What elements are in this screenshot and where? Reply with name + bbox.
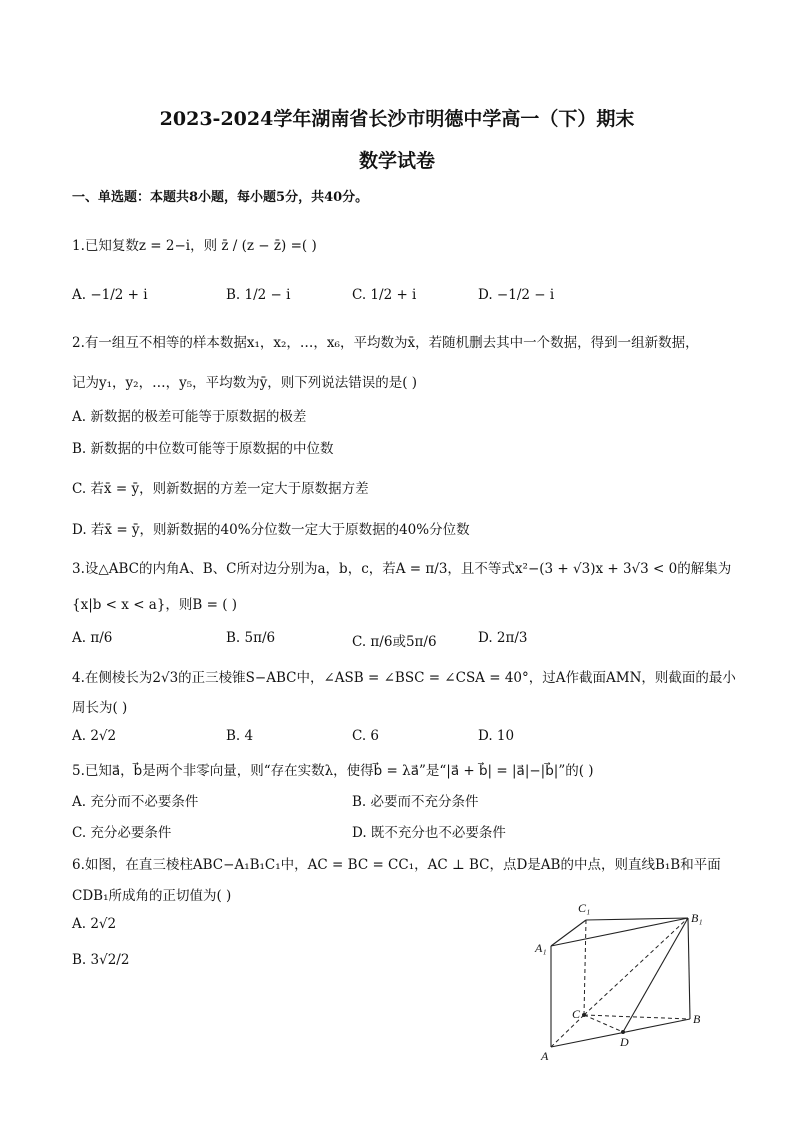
question-5-option-c: C. 充分必要条件 (72, 825, 172, 841)
section-heading: 一、单选题：本题共8小题，每小题5分，共40分。 (72, 190, 369, 205)
question-5-option-d: D. 既不充分也不必要条件 (352, 825, 506, 841)
question-3-option-a: A. π/6 (72, 630, 113, 646)
question-5-stem: 5.已知a⃗，b⃗是两个非零向量，则“存在实数λ，使得b⃗ = λa⃗”是“|a⃗ + b⃗| = |a⃗|−|b⃗|”的( ) (72, 763, 594, 779)
question-3-option-b: B. 5π/6 (226, 630, 276, 646)
question-2-option-d: D. 若x̄ = ȳ，则新数据的40%分位数一定大于原数据的40%分位数 (72, 522, 470, 538)
label-c: C (572, 1007, 581, 1021)
edge-a1-b1 (551, 918, 688, 946)
question-1-option-a: A. −1/2 + i (72, 287, 148, 303)
question-3-stem-line-2: {x|b < x < a}，则B = ( ) (72, 597, 238, 613)
edge-c-d (584, 1015, 623, 1032)
prism-figure (530, 895, 720, 1070)
question-2-option-a: A. 新数据的极差可能等于原数据的极差 (72, 409, 307, 425)
question-3-option-c: C. π/6或5π/6 (352, 634, 437, 650)
question-4-option-b: B. 4 (226, 728, 254, 744)
edge-b1-d (623, 918, 688, 1032)
point-c (582, 1013, 586, 1017)
question-4-option-a: A. 2√2 (72, 728, 117, 744)
question-4-stem-line-2: 周长为( ) (72, 700, 128, 716)
question-1-option-c: C. 1/2 + i (352, 287, 417, 303)
question-4-option-d: D. 10 (478, 728, 515, 744)
question-6-stem-line-1: 6.如图，在直三棱柱ABC−A₁B₁C₁中，AC = BC = CC₁，AC ⊥ BC，点D是AB的中点，则直线B₁B和平面 (72, 857, 721, 873)
question-3-option-d: D. 2π/3 (478, 630, 528, 646)
label-a: A (541, 1049, 549, 1063)
point-d (621, 1030, 625, 1034)
question-2-stem-line-2: 记为y₁，y₂，…，y₅，平均数为ȳ，则下列说法错误的是( ) (72, 375, 418, 391)
question-5-option-a: A. 充分而不必要条件 (72, 794, 199, 810)
label-c1: C₁ (578, 901, 591, 915)
question-6-option-a: A. 2√2 (72, 916, 117, 932)
question-6-stem-line-2: CDB₁所成角的正切值为( ) (72, 888, 232, 904)
question-2-option-c: C. 若x̄ = ȳ，则新数据的方差一定大于原数据方差 (72, 481, 369, 497)
label-b1: B₁ (691, 911, 703, 925)
edge-c-b1 (584, 918, 688, 1015)
question-6-option-b: B. 3√2/2 (72, 952, 130, 968)
edge-c1-b1 (586, 918, 688, 920)
question-3-stem-line-1: 3.设△ABC的内角A、B、C所对边分别为a，b，c，若A = π/3，且不等式x²−(3 + √3)x + 3√3 < 0的解集为 (72, 561, 732, 577)
question-1-stem: 1.已知复数z = 2−i，则 z̄ / (z − z̄) =( ) (72, 238, 317, 254)
paper-subtitle: 数学试卷 (358, 150, 435, 172)
edge-c-b (584, 1015, 690, 1019)
question-5-option-b: B. 必要而不充分条件 (352, 794, 479, 810)
question-4-stem-line-1: 4.在侧棱长为2√3的正三棱锥S−ABC中，∠ASB = ∠BSC = ∠CSA = 40°，过A作截面AMN，则截面的最小 (72, 670, 736, 686)
question-1-option-d: D. −1/2 − i (478, 287, 555, 303)
question-4-option-c: C. 6 (352, 728, 380, 744)
question-2-stem-line-1: 2.有一组互不相等的样本数据x₁，x₂，…，x₆，平均数为x̄，若随机删去其中一个数据，得到一组新数据， (72, 335, 699, 351)
edge-b1-b (688, 918, 690, 1019)
edge-c1-c (584, 920, 586, 1015)
question-1-option-b: B. 1/2 − i (226, 287, 291, 303)
label-b: B (693, 1012, 701, 1026)
label-a1: A₁ (535, 941, 547, 955)
label-d: D (620, 1035, 629, 1049)
paper-title: 2023-2024学年湖南省长沙市明德中学高一（下）期末 (159, 108, 635, 130)
question-2-option-b: B. 新数据的中位数可能等于原数据的中位数 (72, 441, 334, 457)
